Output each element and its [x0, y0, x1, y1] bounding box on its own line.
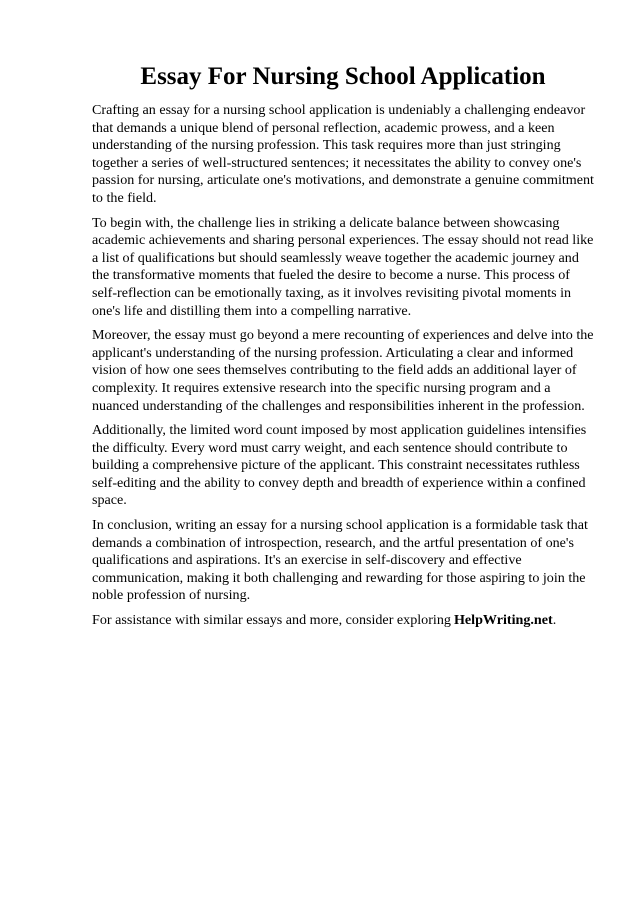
- paragraph-conclusion: In conclusion, writing an essay for a nursing school application is a formidable task that demands a combination of introspection, research, and the artful presentation of one's qualifications and aspirations. It's an exercise in self-discovery and effective communication, making it both challenging and rewarding for those aspiring to join the noble profession of nursing.: [92, 517, 588, 604]
- paragraph-balance: To begin with, the challenge lies in striking a delicate balance between showcasing academic achievements and sharing personal experiences. The essay should not read like a list of qualifications but should seamlessly weave together the academic journey and the transformative moments that fueled the desire to become a nurse. This process of self-reflection can be emotionally taxing, as it involves revisiting pivotal moments in one's life and distilling them into a compelling narrative.: [92, 214, 594, 319]
- paragraph-word-count: Additionally, the limited word count imposed by most application guidelines intensifies the difficulty. Every word must carry weight, and each sentence should contribute to building a comprehensive picture of the applicant. This constraint necessitates ruthless self-editing and the ability to convey depth and breadth of experience within a confined space.: [92, 422, 587, 509]
- document-title: Essay For Nursing School Application: [140, 63, 546, 90]
- paragraph-understanding: Moreover, the essay must go beyond a mere recounting of experiences and delve into the applicant's understanding of the nursing profession. Articulating a clear and informed vision of how one sees themselves contributing to the field adds an additional layer of complexity. It requires extensive research into the specific nursing program and a nuanced understanding of the challenges and responsibilities inherent in the profession.: [92, 327, 594, 414]
- helpwriting-link[interactable]: HelpWriting.net: [453, 612, 553, 629]
- closing-period: .: [552, 612, 557, 629]
- closing-line: [92, 612, 598, 630]
- closing-text: For assistance with similar essays and more, consider exploring: [92, 612, 451, 629]
- paragraph-intro: Crafting an essay for a nursing school application is undeniably a challenging endeavor that demands a unique blend of personal reflection, academic prowess, and a keen understanding of the nursing profession. This task requires more than just stringing together a series of well-structured sentences; it necessitates the ability to convey one's passion for nursing, articulate one's motivations, and demonstrate a genuine commitment to the field.: [92, 102, 594, 206]
